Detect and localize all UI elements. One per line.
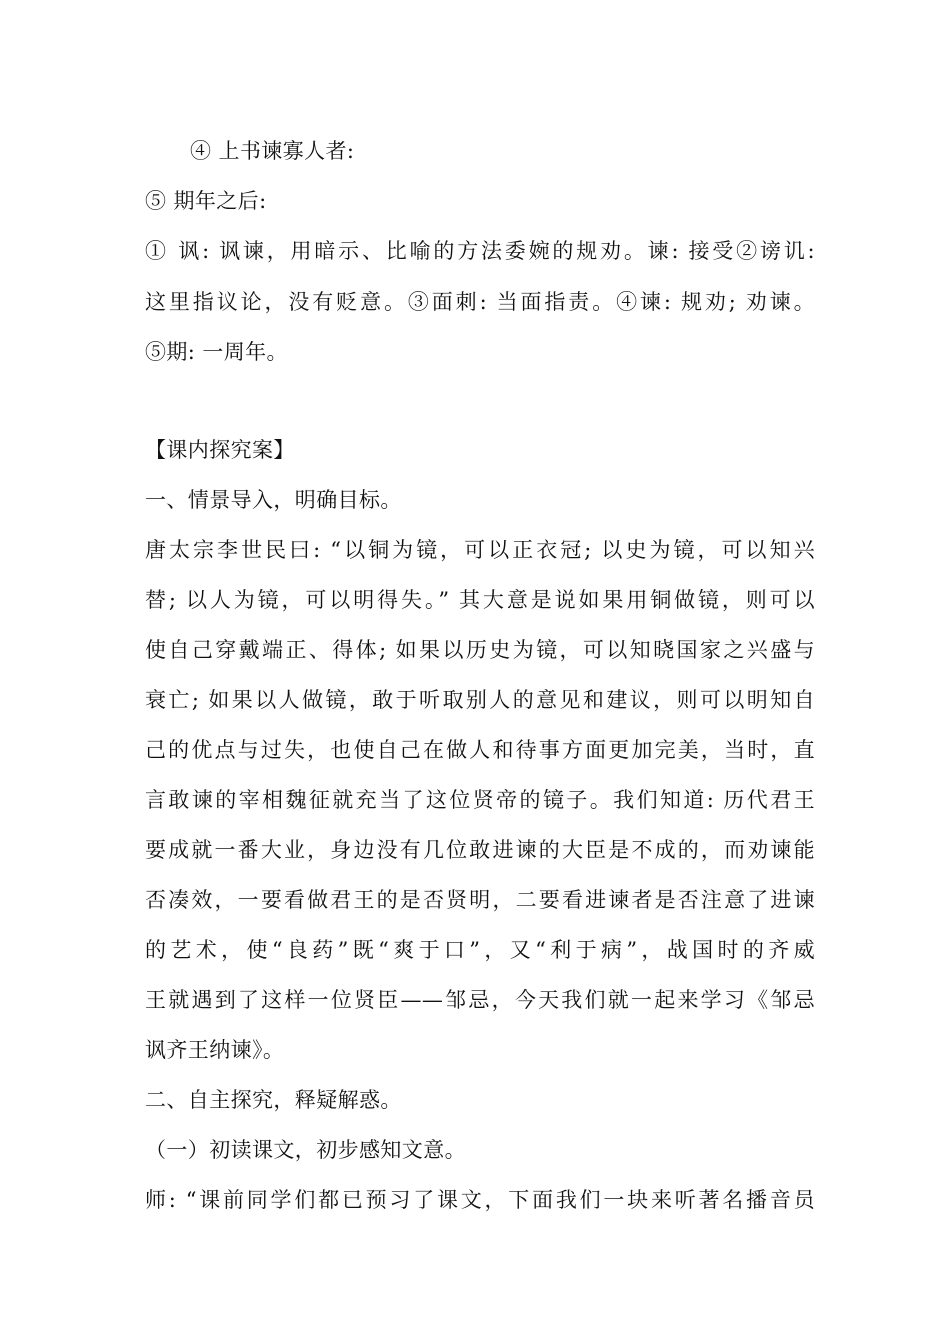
subheading: （一）初读课文，初步感知文意。 xyxy=(145,1138,466,1162)
subheading: 二、自主探究，释疑解惑。 xyxy=(145,1088,402,1112)
text-line: 否凑效，一要看做君王的是否贤明，二要看进谏者是否注意了进谏 xyxy=(145,888,815,912)
text-line: ⑤期: 一周年。 xyxy=(145,340,288,364)
text-line: 要成就一番大业，身边没有几位敢进谏的大臣是不成的，而劝谏能 xyxy=(145,838,815,862)
text-line: 师: “课前同学们都已预习了课文，下面我们一块来听著名播音员 xyxy=(145,1188,815,1212)
text-line: 讽齐王纳谏》。 xyxy=(145,1038,285,1062)
subheading: 一、情景导入，明确目标。 xyxy=(145,488,402,512)
text-line: 言敢谏的宰相魏征就充当了这位贤帝的镜子。我们知道: 历代君王 xyxy=(145,788,815,812)
section-heading: 【课内探究案】 xyxy=(145,438,295,462)
text-line: 这里指议论，没有贬意。③面刺: 当面指责。④谏: 规劝; 劝谏。 xyxy=(145,290,815,314)
text-line: 的艺术，使“良药”既“爽于口”，又“利于病”，战国时的齐威 xyxy=(145,938,815,962)
text-line: 王就遇到了这样一位贤臣——邹忌，今天我们就一起来学习《邹忌 xyxy=(145,988,815,1012)
text-line: 使自己穿戴端正、得体; 如果以历史为镜，可以知晓国家之兴盛与 xyxy=(145,638,815,662)
text-line: 唐太宗李世民曰: “以铜为镜，可以正衣冠; 以史为镜，可以知兴 xyxy=(145,538,815,562)
text-line: ① 讽: 讽谏，用暗示、比喻的方法委婉的规劝。谏: 接受②谤讥: xyxy=(145,239,815,263)
text-line: ④ 上书谏寡人者: xyxy=(190,139,355,163)
text-line: 衰亡; 如果以人做镜，敢于听取别人的意见和建议，则可以明知自 xyxy=(145,688,815,712)
text-line: ⑤ 期年之后: xyxy=(145,189,267,213)
text-line: 替; 以人为镜，可以明得失。” 其大意是说如果用铜做镜，则可以 xyxy=(145,588,815,612)
text-line: 己的优点与过失，也使自己在做人和待事方面更加完美，当时，直 xyxy=(145,738,815,762)
